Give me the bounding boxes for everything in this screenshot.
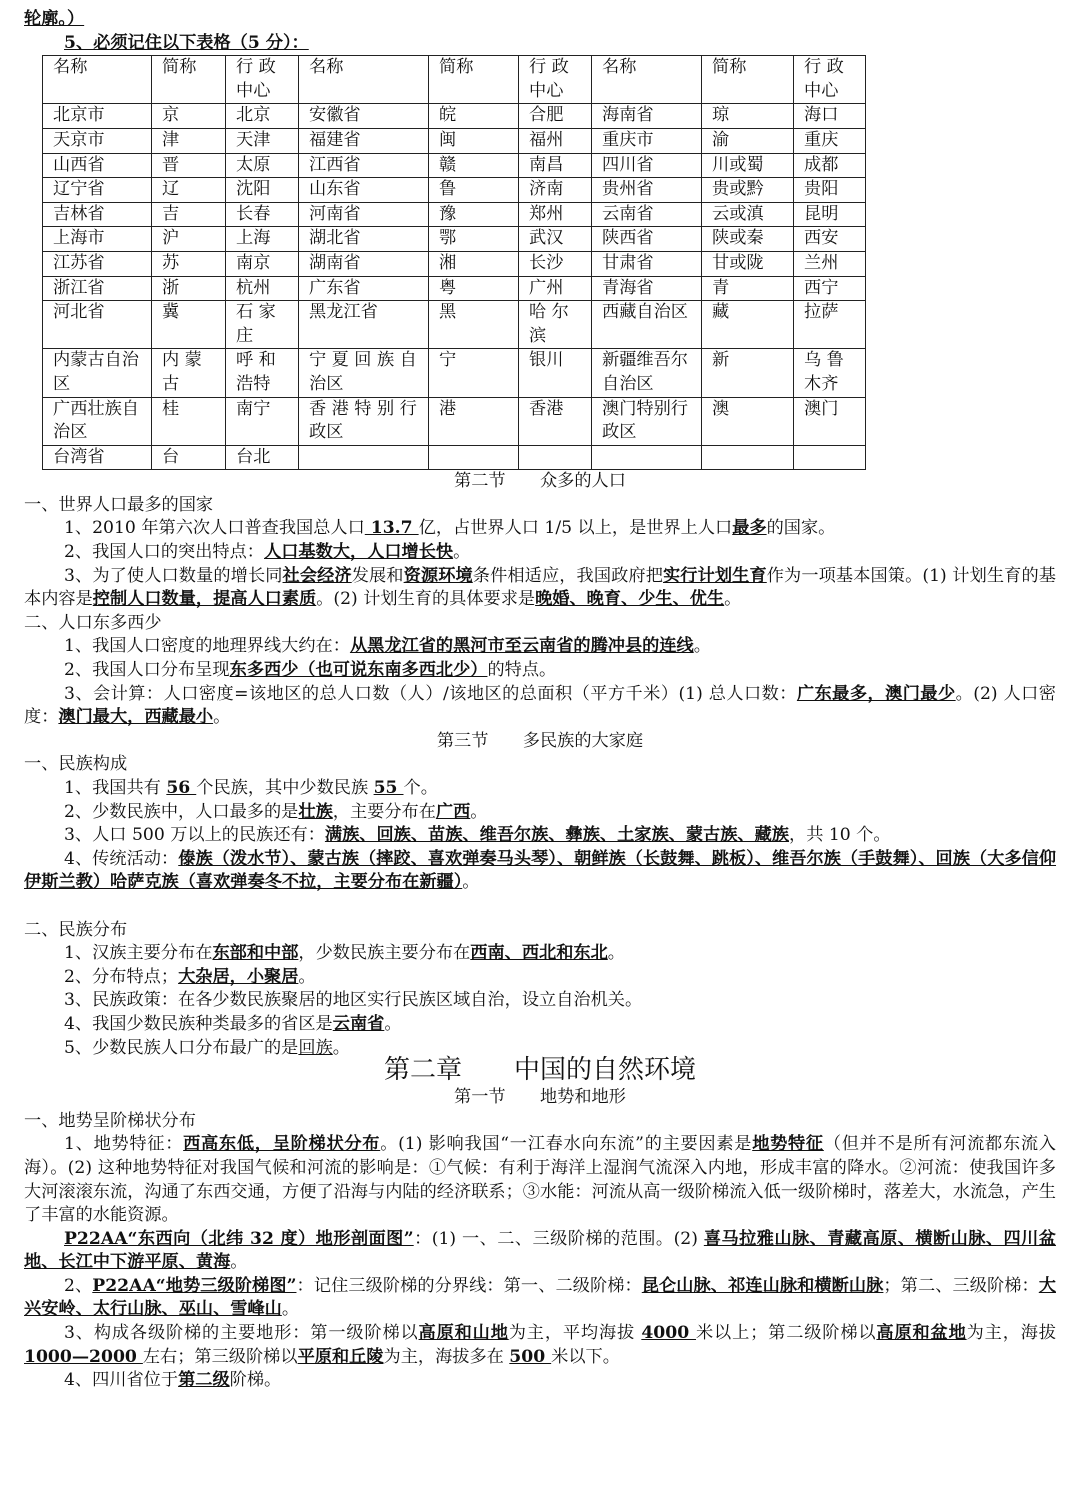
table-cell: 香 港 特 别 行政区 xyxy=(299,397,429,445)
table-row xyxy=(43,202,866,227)
table-cell: 桂 xyxy=(152,397,226,445)
table-cell: 哈 尔 滨 xyxy=(519,301,592,349)
table-cell: 广西壮族自治区 xyxy=(43,397,152,445)
table-cell: 杭州 xyxy=(226,276,299,301)
table-cell: 鲁 xyxy=(429,178,519,203)
table-cell: 合肥 xyxy=(519,104,592,129)
table-cell: 济南 xyxy=(519,178,592,203)
table-row xyxy=(43,227,866,252)
heading: 二、人口东多西少 xyxy=(24,612,162,633)
table-cell: 琼 xyxy=(702,104,794,129)
heading: 一、民族构成 xyxy=(24,754,128,775)
table-cell xyxy=(702,445,794,470)
table-cell: 粤 xyxy=(429,276,519,301)
table-row xyxy=(43,153,866,178)
table-cell: 重庆市 xyxy=(592,128,702,153)
table-cell: 石 家 庄 xyxy=(226,301,299,349)
paragraph: 3、人口 500 万以上的民族还有：满族、回族、苗族、维吾尔族、彝族、土家族、蒙古族、藏族，共 10 个。 xyxy=(64,825,891,846)
table-cell: 吉林省 xyxy=(43,202,152,227)
table-cell: 贵或黔 xyxy=(702,178,794,203)
table-cell: 渝 xyxy=(702,128,794,153)
table-cell: 四川省 xyxy=(592,153,702,178)
table-row xyxy=(43,349,866,397)
document-page xyxy=(24,8,1056,1393)
table-cell: 山西省 xyxy=(43,153,152,178)
table-cell: 台北 xyxy=(226,445,299,470)
paragraph: 2、我国人口分布呈现东多西少（也可说东南多西北少）的特点。 xyxy=(64,660,557,681)
table-cell: 川或蜀 xyxy=(702,153,794,178)
table-cell: 北京市 xyxy=(43,104,152,129)
table-cell: 南宁 xyxy=(226,397,299,445)
table-cell: 河南省 xyxy=(299,202,429,227)
paragraph: 4、四川省位于第二级阶梯。 xyxy=(64,1370,282,1391)
table-cell: 天津 xyxy=(226,128,299,153)
table-cell: 内蒙古自治区 xyxy=(43,349,152,397)
table-row xyxy=(43,397,866,445)
heading: 一、世界人口最多的国家 xyxy=(24,494,214,515)
paragraph: 3、为了使人口数量的增长同社会经济发展和资源环境条件相适应，我国政府把实行计划生育作为一项基本国策。(1) 计划生育的基本内容是控制人口数量，提高人口素质。(2) 计划生育的具体要求是晚婚、晚育、少生、优生。 xyxy=(24,565,1056,610)
paragraph: 4、传统活动：傣族（泼水节）、蒙古族（摔跤、喜欢弹奏马头琴）、朝鲜族（长鼓舞、跳板）、维吾尔族（手鼓舞）、回族（大多信仰伊斯兰教）哈萨克族（喜欢弹奏冬不拉，主要分布在新疆）。 xyxy=(24,848,1057,893)
section-title: 第三节 多民族的大家庭 xyxy=(436,730,644,751)
table-row xyxy=(43,445,866,470)
table-header-cell: 名称 xyxy=(299,56,429,104)
table-row xyxy=(43,301,866,349)
table-cell: 苏 xyxy=(152,251,226,276)
paragraph: 1、我国共有 56 个民族，其中少数民族 55 个。 xyxy=(64,778,438,798)
table-header-cell: 行 政 中心 xyxy=(519,56,592,104)
table-cell: 沪 xyxy=(152,227,226,252)
table-cell: 武汉 xyxy=(519,227,592,252)
table-cell xyxy=(592,445,702,470)
table-header-row xyxy=(43,56,866,104)
table-cell: 银川 xyxy=(519,349,592,397)
fragment-line: 轮廓。） xyxy=(24,9,85,29)
table-cell: 宁 xyxy=(429,349,519,397)
table-cell: 新疆维吾尔自治区 xyxy=(592,349,702,397)
table-cell: 西藏自治区 xyxy=(592,301,702,349)
table-cell: 上海市 xyxy=(43,227,152,252)
table-cell: 郑州 xyxy=(519,202,592,227)
table-row xyxy=(43,104,866,129)
table-cell: 安徽省 xyxy=(299,104,429,129)
table-cell: 澳门 xyxy=(794,397,866,445)
table-header-cell: 名称 xyxy=(43,56,152,104)
table-header-cell: 行 政 中心 xyxy=(794,56,866,104)
paragraph: 2、少数民族中，人口最多的是壮族，主要分布在广西。 xyxy=(64,801,488,822)
table-header-cell: 简称 xyxy=(429,56,519,104)
table-cell: 呼 和 浩特 xyxy=(226,349,299,397)
table-cell: 河北省 xyxy=(43,301,152,349)
table-title: 5、必须记住以下表格（5 分）： xyxy=(64,32,309,53)
table-cell: 豫 xyxy=(429,202,519,227)
table-cell: 广东省 xyxy=(299,276,429,301)
table-cell: 赣 xyxy=(429,153,519,178)
paragraph: 2、我国人口的突出特点：人口基数大，人口增长快。 xyxy=(64,542,471,563)
table-cell: 福建省 xyxy=(299,128,429,153)
heading: 二、民族分布 xyxy=(24,919,128,940)
table-cell: 昆明 xyxy=(794,202,866,227)
table-cell: 内 蒙 古 xyxy=(152,349,226,397)
table-cell xyxy=(794,445,866,470)
paragraph: 1、汉族主要分布在东部和中部，少数民族主要分布在西南、西北和东北。 xyxy=(64,943,625,964)
table-header-cell: 简称 xyxy=(702,56,794,104)
table-cell: 台湾省 xyxy=(43,445,152,470)
table-cell: 京 xyxy=(152,104,226,129)
paragraph: P22AA“东西向（北纬 32 度）地形剖面图”：(1) 一、二、三级阶梯的范围。(2) 喜马拉雅山脉、青藏高原、横断山脉、四川盆地、长江中下游平原、黄海。 xyxy=(24,1228,1056,1273)
table-cell: 福州 xyxy=(519,128,592,153)
table-cell: 浙 xyxy=(152,276,226,301)
table-cell: 闽 xyxy=(429,128,519,153)
table-cell: 港 xyxy=(429,397,519,445)
table-cell: 拉萨 xyxy=(794,301,866,349)
table-cell: 上海 xyxy=(226,227,299,252)
table-cell: 沈阳 xyxy=(226,178,299,203)
table-cell: 湘 xyxy=(429,251,519,276)
paragraph: 5、少数民族人口分布最广的是回族。 xyxy=(64,1037,350,1058)
table-cell: 鄂 xyxy=(429,227,519,252)
section-title: 第二节 众多的人口 xyxy=(454,471,626,492)
paragraph: 3、民族政策：在各少数民族聚居的地区实行民族区域自治，设立自治机关。 xyxy=(64,990,643,1011)
paragraph: 3、会计算：人口密度=该地区的总人口数（人）/该地区的总面积（平方千米）(1) 总人口数：广东最多，澳门最少。(2) 人口密度：澳门最大，西藏最小。 xyxy=(24,683,1056,728)
table-cell: 北京 xyxy=(226,104,299,129)
table-cell: 长春 xyxy=(226,202,299,227)
paragraph: 3、构成各级阶梯的主要地形：第一级阶梯以高原和山地为主，平均海拔 4000 米以上；第二级阶梯以高原和盆地为主，海拔 1000—2000 左右；第三级阶梯以平原和丘陵为主，海拔多在 500 米以下。 xyxy=(24,1323,1056,1367)
table-cell: 云南省 xyxy=(592,202,702,227)
table-cell: 辽宁省 xyxy=(43,178,152,203)
table-cell: 湖南省 xyxy=(299,251,429,276)
heading: 一、地势呈阶梯状分布 xyxy=(24,1110,196,1131)
table-cell: 成都 xyxy=(794,153,866,178)
table-cell: 贵阳 xyxy=(794,178,866,203)
table-cell: 广州 xyxy=(519,276,592,301)
table-cell: 天京市 xyxy=(43,128,152,153)
table-cell: 皖 xyxy=(429,104,519,129)
table-cell xyxy=(299,445,429,470)
table-cell: 江西省 xyxy=(299,153,429,178)
table-cell: 西宁 xyxy=(794,276,866,301)
table-cell: 甘肃省 xyxy=(592,251,702,276)
table-cell: 陕或秦 xyxy=(702,227,794,252)
table-cell: 南京 xyxy=(226,251,299,276)
table-cell: 津 xyxy=(152,128,226,153)
paragraph: 1、我国人口密度的地理界线大约在：从黑龙江省的黑河市至云南省的腾冲县的连线。 xyxy=(64,636,711,657)
table-cell: 兰州 xyxy=(794,251,866,276)
paragraph: 2、P22AA“地势三级阶梯图”：记住三级阶梯的分界线：第一、二级阶梯：昆仑山脉、祁连山脉和横断山脉；第二、三级阶梯：大兴安岭、太行山脉、巫山、雪峰山。 xyxy=(24,1275,1056,1320)
table-cell: 西安 xyxy=(794,227,866,252)
table-cell: 澳门特别行政区 xyxy=(592,397,702,445)
table-cell xyxy=(429,445,519,470)
table-cell: 黑龙江省 xyxy=(299,301,429,349)
table-cell: 江苏省 xyxy=(43,251,152,276)
table-header-cell: 名称 xyxy=(592,56,702,104)
table-cell: 澳 xyxy=(702,397,794,445)
table-cell: 冀 xyxy=(152,301,226,349)
table-cell: 藏 xyxy=(702,301,794,349)
table-cell: 宁 夏 回 族 自治区 xyxy=(299,349,429,397)
table-cell: 海口 xyxy=(794,104,866,129)
table-cell: 乌 鲁 木齐 xyxy=(794,349,866,397)
table-cell: 贵州省 xyxy=(592,178,702,203)
section-title: 第一节 地势和地形 xyxy=(454,1087,626,1108)
table-row xyxy=(43,251,866,276)
paragraph: 4、我国少数民族种类最多的省区是云南省。 xyxy=(64,1013,402,1034)
table-cell: 青海省 xyxy=(592,276,702,301)
table-cell: 甘或陇 xyxy=(702,251,794,276)
table-cell: 海南省 xyxy=(592,104,702,129)
paragraph: 1、2010 年第六次人口普查我国总人口 13.7 亿，占世界人口 1/5 以上，是世界上人口最多的国家。 xyxy=(64,518,836,539)
table-cell: 新 xyxy=(702,349,794,397)
table-row xyxy=(43,276,866,301)
table-cell: 浙江省 xyxy=(43,276,152,301)
chapter-title: 第二章 中国的自然环境 xyxy=(383,1055,696,1086)
table-cell: 吉 xyxy=(152,202,226,227)
paragraph: 1、地势特征：西高东低，呈阶梯状分布。(1) 影响我国“一江春水向东流”的主要因素是地势特征（但并不是所有河流都东流入海）。(2) 这种地势特征对我国气候和河流的影响是：①气候：有利于海洋上湿润气流深入内地，形成丰富的降水。②河流：使我国许多大河滚滚东流，沟通了东西交通，方便了沿海与内陆的经济联系；③水能：河流从高一级阶梯流入低一级阶梯时，落差大，水流急，产生了丰富的水能资源。 xyxy=(24,1134,1056,1226)
table-cell: 香港 xyxy=(519,397,592,445)
paragraph: 2、分布特点；大杂居，小聚居。 xyxy=(64,966,316,987)
table-header-cell: 简称 xyxy=(152,56,226,104)
table-cell: 云或滇 xyxy=(702,202,794,227)
table-cell: 长沙 xyxy=(519,251,592,276)
table-cell: 南昌 xyxy=(519,153,592,178)
table-cell: 太原 xyxy=(226,153,299,178)
table-cell: 山东省 xyxy=(299,178,429,203)
table-cell: 辽 xyxy=(152,178,226,203)
province-table xyxy=(42,55,866,470)
table-cell: 湖北省 xyxy=(299,227,429,252)
table-row xyxy=(43,128,866,153)
province-table-body xyxy=(43,56,866,470)
table-row xyxy=(43,178,866,203)
table-cell: 晋 xyxy=(152,153,226,178)
table-cell: 青 xyxy=(702,276,794,301)
table-header-cell: 行 政 中心 xyxy=(226,56,299,104)
table-cell: 黑 xyxy=(429,301,519,349)
table-cell xyxy=(519,445,592,470)
table-cell: 重庆 xyxy=(794,128,866,153)
table-cell: 台 xyxy=(152,445,226,470)
table-cell: 陕西省 xyxy=(592,227,702,252)
